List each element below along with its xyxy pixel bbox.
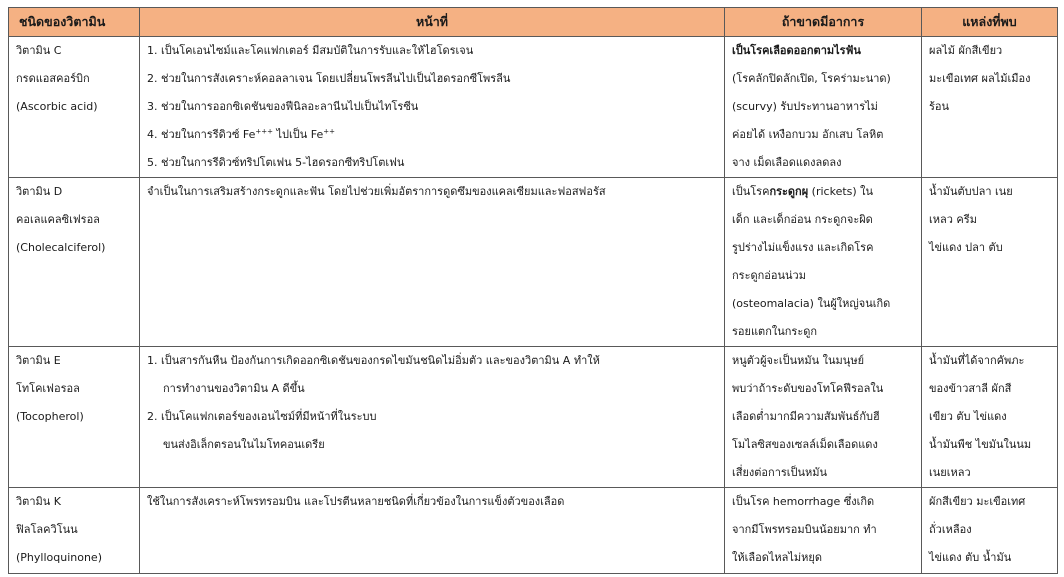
deficiency-prefix: เป็นโรค <box>732 185 770 198</box>
vitamin-name: วิตามิน D <box>16 185 63 198</box>
chemical-name-th: ฟิลโลควิโนน <box>16 523 78 536</box>
deficiency-cell <box>725 37 922 178</box>
header-source: แหล่งที่พบ <box>922 8 1058 37</box>
source-line: ถั่วเหลือง <box>929 523 972 536</box>
chemical-name-en: (Tocopherol) <box>16 410 84 423</box>
deficiency-line: ค่อยได้ เหงือกบวม อักเสบ โลหิต <box>732 128 884 141</box>
header-vitamin-type: ชนิดของวิตามิน <box>9 8 140 37</box>
function-cell <box>140 178 725 347</box>
deficiency-suffix: (rickets) ใน <box>808 185 874 198</box>
vitamin-name-cell <box>9 178 140 347</box>
vitamin-name: วิตามิน K <box>16 495 61 508</box>
vitamin-name-cell <box>9 347 140 488</box>
source-cell <box>922 37 1058 178</box>
source-line: เขียว ตับ ไข่แดง <box>929 410 1007 423</box>
source-line: น้ำมันที่ได้จากคัพภะ <box>929 354 1025 367</box>
vitamin-name-cell <box>9 488 140 574</box>
source-line: น้ำมันพืช ไขมันในนม <box>929 438 1032 451</box>
table-row <box>9 37 1058 178</box>
function-item: 2. ช่วยในการสังเคราะห์คอลลาเจน โดยเปลี่ยนโพรลีนไปเป็นไฮดรอกซีโพรลีน <box>147 72 511 85</box>
chemical-name-en: (Phylloquinone) <box>16 551 102 564</box>
table-header-row <box>9 8 1058 37</box>
deficiency-line: รูปร่างไม่แข็งแรง และเกิดโรค <box>732 241 874 254</box>
function-item: จำเป็นในการเสริมสร้างกระดูกและฟัน โดยไปช่วยเพิ่มอัตราการดูดซึมของแคลเซียมและฟอสฟอรัส <box>147 185 606 198</box>
deficiency-line: กระดูกอ่อนน่วม <box>732 269 806 282</box>
function-item-continued: ขนส่งอิเล็กตรอนในไมโทคอนเดรีย <box>163 438 325 451</box>
vitamin-name: วิตามิน E <box>16 354 61 367</box>
source-line: ของข้าวสาลี ผักสี <box>929 382 1012 395</box>
superscript: +++ <box>255 127 274 136</box>
deficiency-line: โมไลซิสของเซลล์เม็ดเลือดแดง <box>732 438 878 451</box>
deficiency-disease: กระดูกผุ <box>769 185 809 198</box>
superscript: ++ <box>323 127 336 136</box>
function-item: 5. ช่วยในการรีดิวซ์ทริปโตเฟน 5-ไฮดรอกซีทริปโตเฟน <box>147 156 405 169</box>
deficiency-line: เป็นโรค hemorrhage ซึ่งเกิด <box>732 495 875 508</box>
function-cell <box>140 488 725 574</box>
source-line: มะเขือเทศ ผลไม้เมือง <box>929 72 1031 85</box>
deficiency-line: เด็ก และเด็กอ่อน กระดูกจะผิด <box>732 213 873 226</box>
table-row <box>9 347 1058 488</box>
chemical-name-en: (Cholecalciferol) <box>16 241 106 254</box>
deficiency-cell <box>725 178 922 347</box>
source-line: ไข่แดง ปลา ตับ <box>929 241 1003 254</box>
table-row <box>9 488 1058 574</box>
chemical-name-th: โทโคเฟอรอล <box>16 382 80 395</box>
vitamin-name-cell <box>9 37 140 178</box>
function-item: 3. ช่วยในการออกซิเดชันของฟีนิลอะลานีนไปเป็นไทโรซีน <box>147 100 419 113</box>
source-line: ผักสีเขียว มะเขือเทศ <box>929 495 1026 508</box>
deficiency-line: รอยแตกในกระดูก <box>732 325 818 338</box>
function-text: ไปเป็น Fe <box>273 128 324 141</box>
source-line: ไข่แดง ตับ น้ำมัน <box>929 551 1012 564</box>
function-item-continued: การทำงานของวิตามิน A ดีขึ้น <box>163 382 305 395</box>
function-item <box>147 121 717 149</box>
function-cell <box>140 37 725 178</box>
source-line: เหลว ครีม <box>929 213 977 226</box>
deficiency-line: พบว่าถ้าระดับของโทโคฟีรอลใน <box>732 382 884 395</box>
deficiency-line: จากมีโพรทรอมบินน้อยมาก ทำ <box>732 523 877 536</box>
source-cell <box>922 178 1058 347</box>
source-line: ผลไม้ ผักสีเขียว <box>929 44 1003 57</box>
table-row <box>9 178 1058 347</box>
source-cell <box>922 488 1058 574</box>
deficiency-cell <box>725 488 922 574</box>
function-item: 1. เป็นโคเอนไซม์และโคแฟกเตอร์ มีสมบัติในการรับและให้ไฮโดรเจน <box>147 44 474 57</box>
deficiency-cell <box>725 347 922 488</box>
header-deficiency: ถ้าขาดมีอาการ <box>725 8 922 37</box>
vitamin-table <box>8 7 1058 574</box>
deficiency-first-line <box>732 178 914 206</box>
deficiency-line: เลือดต่ำมากมีความสัมพันธ์กับฮี <box>732 410 880 423</box>
function-item: 2. เป็นโคแฟกเตอร์ของเอนไซม์ที่มีหน้าที่ในระบบ <box>147 410 377 423</box>
deficiency-line: ให้เลือดไหลไม่หยุด <box>732 551 823 564</box>
deficiency-line: (scurvy) รับประทานอาหารไม่ <box>732 100 878 113</box>
function-item: ใช้ในการสังเคราะห์โพรทรอมบิน และโปรตีนหลายชนิดที่เกี่ยวข้องในการแข็งตัวของเลือด <box>147 495 565 508</box>
deficiency-line: (osteomalacia) ในผู้ใหญ่จนเกิด <box>732 297 891 310</box>
source-cell <box>922 347 1058 488</box>
source-line: เนยเหลว <box>929 466 971 479</box>
deficiency-line: เสี่ยงต่อการเป็นหมัน <box>732 466 828 479</box>
chemical-name-en: (Ascorbic acid) <box>16 100 98 113</box>
vitamin-name: วิตามิน C <box>16 44 62 57</box>
function-item: 1. เป็นสารกันหืน ป้องกันการเกิดออกซิเดชันของกรดไขมันชนิดไม่อิ่มตัว และของวิตามิน A ทำให้ <box>147 354 600 367</box>
function-cell <box>140 347 725 488</box>
chemical-name-th: คอเลแคลซิเฟรอล <box>16 213 100 226</box>
deficiency-disease: เป็นโรคเลือดออกตามไรฟัน <box>732 44 861 57</box>
deficiency-line: หนูตัวผู้จะเป็นหมัน ในมนุษย์ <box>732 354 865 367</box>
function-text: 4. ช่วยในการรีดิวซ์ Fe <box>147 128 256 141</box>
deficiency-line: (โรคลักปิดลักเปิด, โรคร่ามะนาด) <box>732 72 891 85</box>
source-line: น้ำมันตับปลา เนย <box>929 185 1013 198</box>
chemical-name-th: กรดแอสคอร์บิก <box>16 72 90 85</box>
source-line: ร้อน <box>929 100 950 113</box>
header-function: หน้าที่ <box>140 8 725 37</box>
deficiency-line: จาง เม็ดเลือดแดงลดลง <box>732 156 842 169</box>
